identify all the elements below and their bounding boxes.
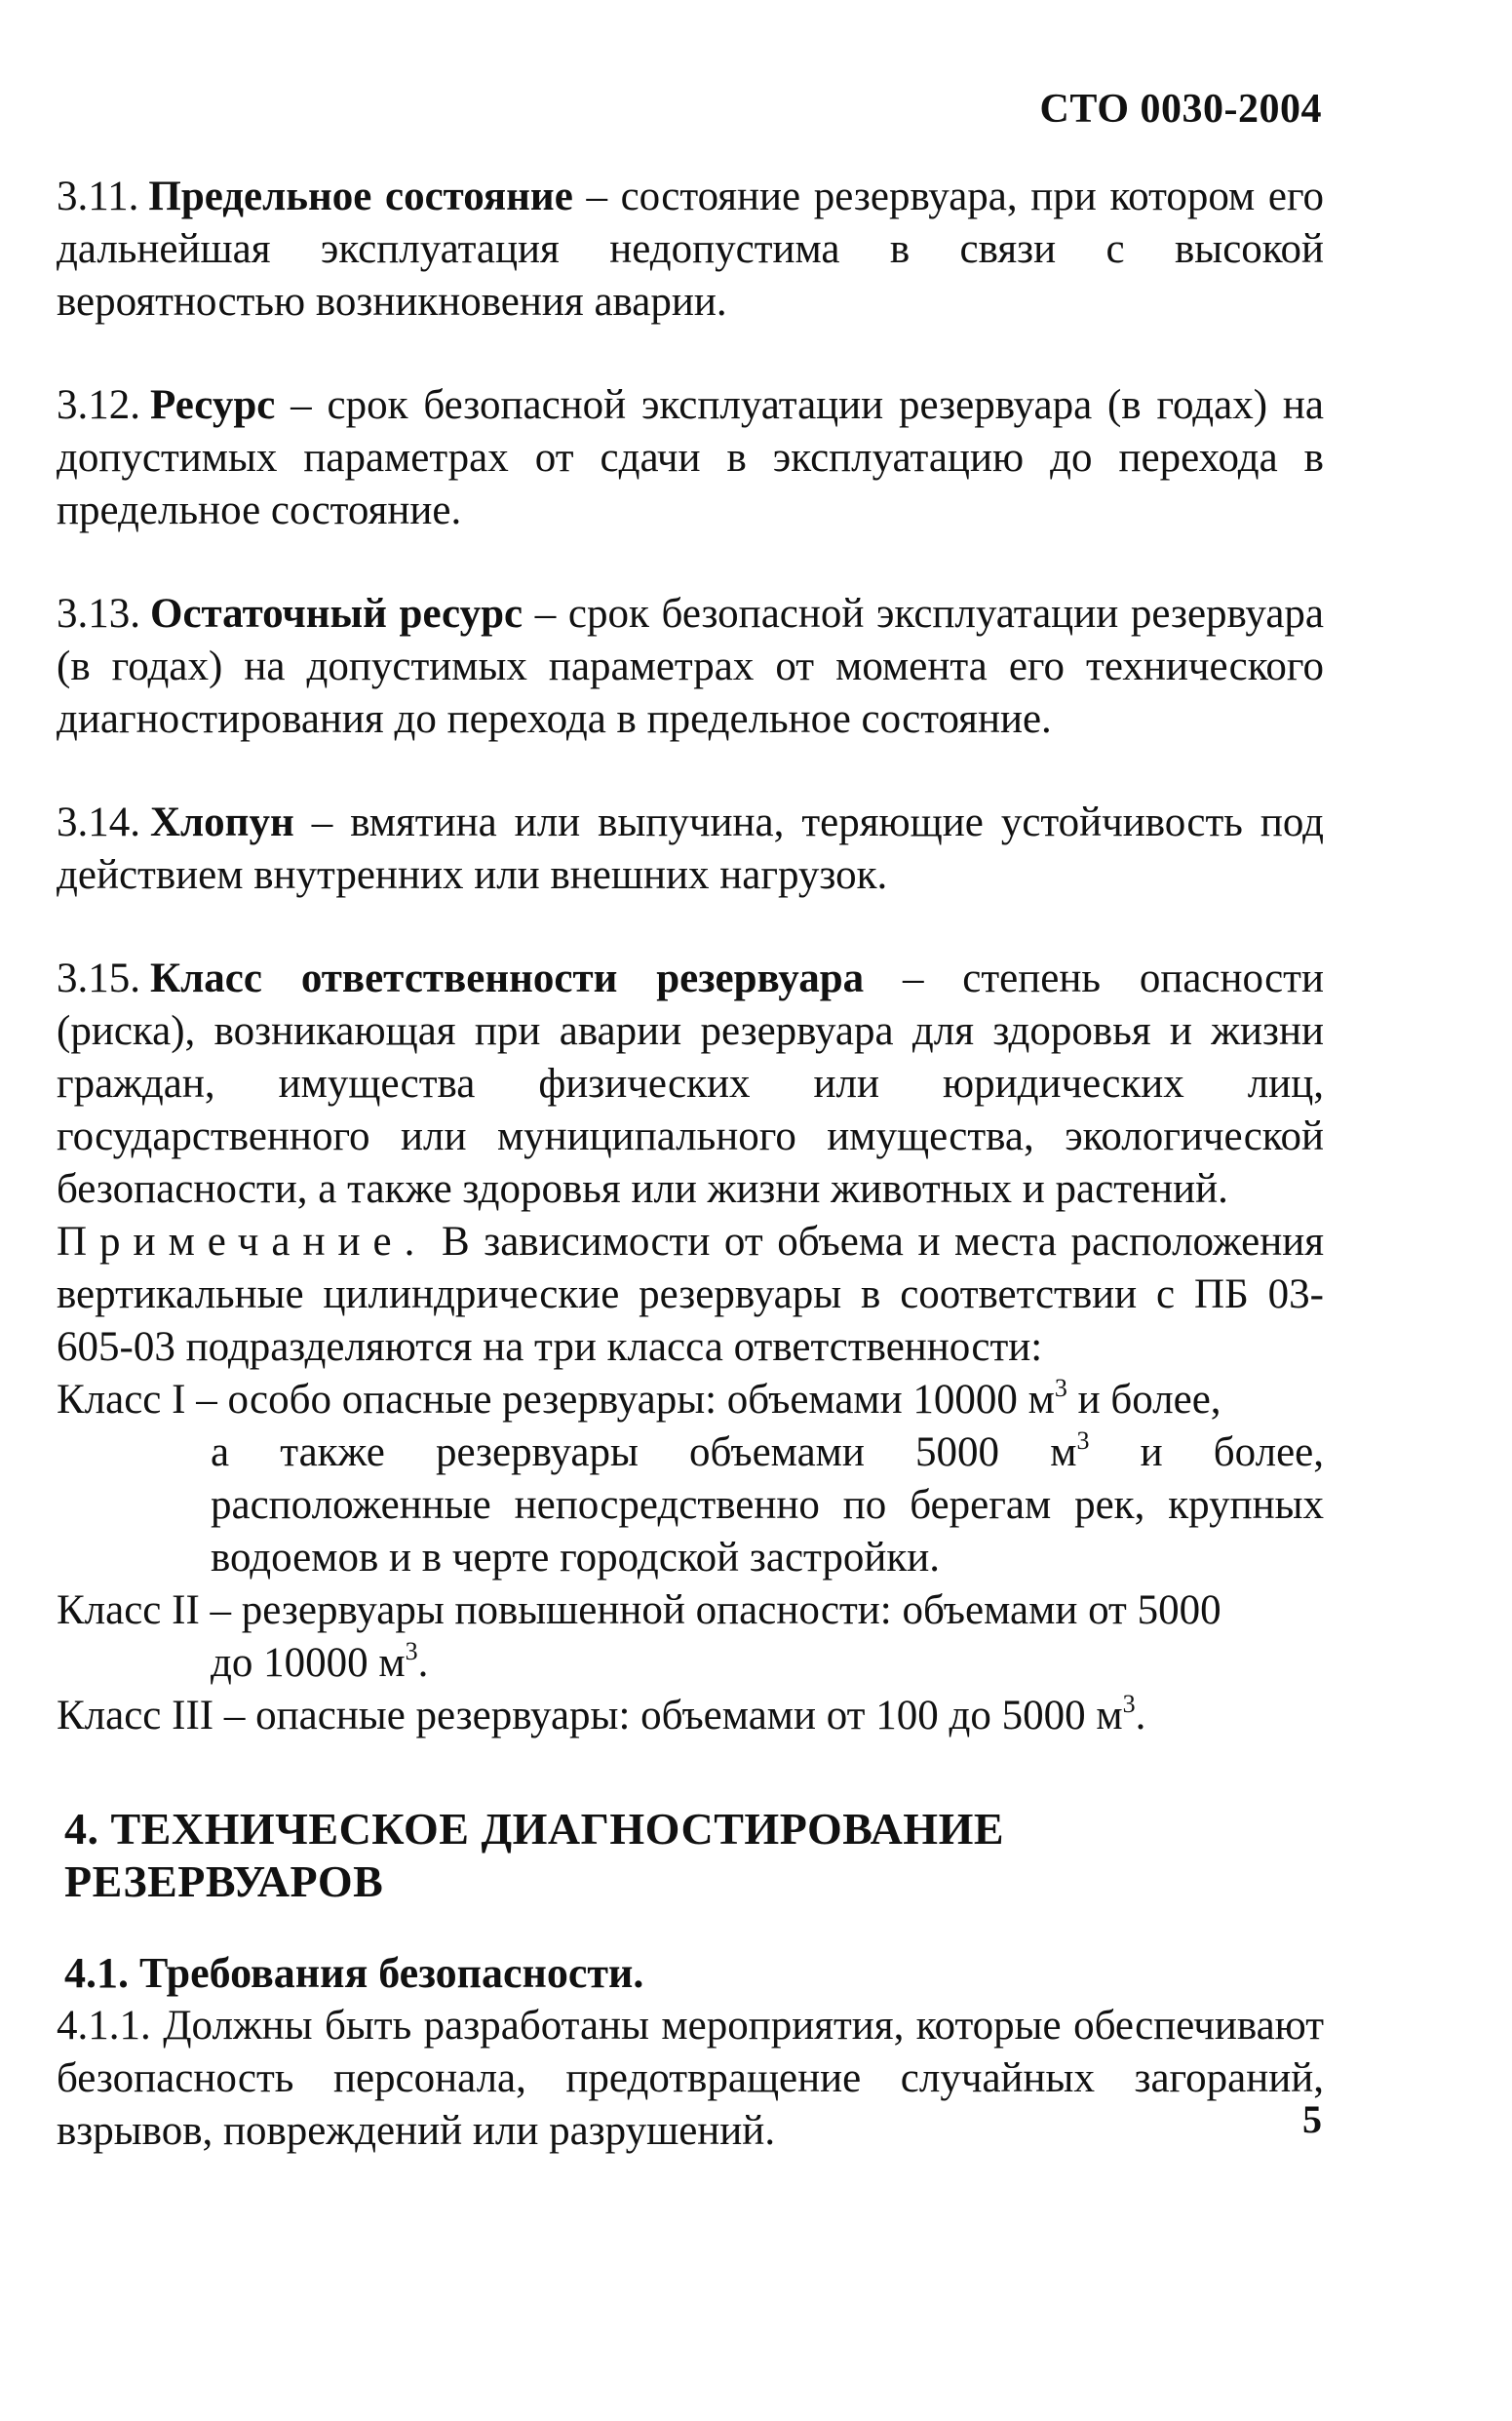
item-number: 4.1.1. [57,2003,151,2049]
class-1-continuation [57,1426,1324,1584]
class-1-text-end: и более, [1066,1377,1221,1423]
term: Класс ответственности резервуара [150,956,865,1001]
note-label: Примечание. [57,1219,428,1265]
class-2-end: . [417,1640,429,1686]
superscript: 3 [1054,1374,1067,1402]
superscript: 3 [1076,1426,1090,1455]
term: Предельное состояние [148,174,573,219]
document-body [57,171,1324,2208]
paragraph-4-1-1 [57,2000,1324,2158]
class-2 [57,1584,1324,1637]
term: Остаточный ресурс [150,591,523,637]
definition-text: – срок безопасной эксплуатации резервуара (в годах) на допустимых параметрах от сдачи в эксплуатацию до перехода в предельное состояние. [57,382,1324,533]
term: Ресурс [150,382,276,428]
superscript: 3 [405,1637,418,1665]
class-1 [57,1374,1324,1426]
item-number: 3.12. [57,382,140,428]
class-1-cont-text-end: и более, расположенные непосредственно по берегам рек, крупных водоемов и в черте городской застройки. [211,1429,1324,1581]
definition-text: – состояние резервуара, при котором его дальнейшая эксплуатация недопустима в связи с высокой вероятностью возникновения аварии. [57,174,1325,325]
class-3 [57,1690,1324,1742]
subsection-heading: 4.1. Требования безопасности. [64,1949,644,1997]
class-3-text: Класс III – опасные резервуары: объемами от 100 до 5000 м [57,1693,1123,1738]
definition-3-12 [57,379,1324,537]
section-heading: 4. ТЕХНИЧЕСКОЕ ДИАГНОСТИРОВАНИЕ РЕЗЕРВУАРОВ [64,1804,1005,1906]
page-number: 5 [1302,2097,1322,2141]
item-number: 3.11. [57,174,139,219]
item-number: 3.14. [57,800,140,845]
note-text: В зависимости от объема и места расположения вертикальные цилиндрические резервуары в соответствии с ПБ 03-605-03 подразделяются на три класса ответственности: [57,1219,1324,1370]
definition-text: – вмятина или выпучина, теряющие устойчивость под действием внутренних или внешних нагрузок. [57,800,1324,898]
definition-3-14 [57,797,1324,902]
class-2-cont-text: до 10000 м [211,1640,406,1686]
class-list [57,1374,1324,1742]
item-number: 3.15. [57,956,140,1001]
definition-text: – степень опасности (риска), возникающая при аварии резервуара для здоровья и жизни граждан, имущества физических или юридических лиц, государственного или муниципального имущества, экологической безопасности, а также здоровья или жизни животных и растений. [57,956,1324,1212]
class-1-cont-text: а также резервуары объемами 5000 м [211,1429,1077,1475]
item-number: 3.13. [57,591,140,637]
class-2-text: Класс II – резервуары повышенной опасности: объемами от 5000 [57,1587,1221,1633]
class-3-end: . [1135,1693,1146,1738]
class-2-continuation [57,1637,1324,1690]
superscript: 3 [1122,1690,1136,1718]
term: Хлопун [150,800,294,845]
definition-text: – срок безопасной эксплуатации резервуара (в годах) на допустимых параметрах от момента его технического диагностирования до перехода в предельное состояние. [57,591,1324,742]
definition-3-13 [57,588,1324,746]
definition-3-15 [57,953,1324,1216]
note-paragraph [57,1216,1324,1374]
document-code: СТО 0030-2004 [1039,87,1322,132]
class-1-text: Класс I – особо опасные резервуары: объемами 10000 м [57,1377,1055,1423]
paragraph-text: Должны быть разработаны мероприятия, которые обеспечивают безопасность персонала, предотвращение случайных загораний, взрывов, повреждений или разрушений. [57,2003,1324,2154]
definition-3-11 [57,171,1324,329]
